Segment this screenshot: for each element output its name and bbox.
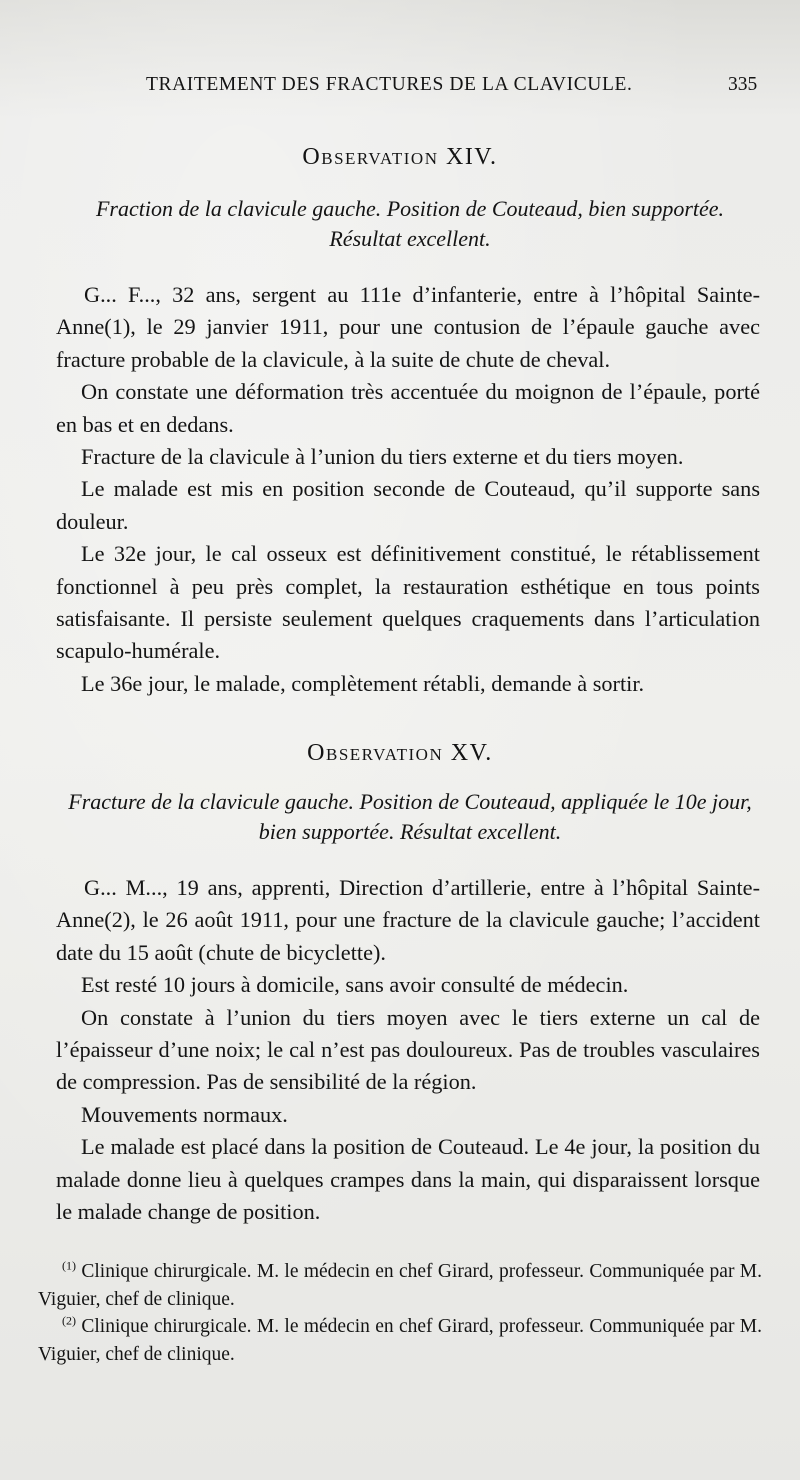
- observation-15-heading: Observation XV.: [307, 740, 493, 766]
- running-header: [0, 74, 800, 104]
- running-title: TRAITEMENT DES FRACTURES DE LA CLAVICULE.: [146, 74, 633, 95]
- observation-15-paragraph-1: G... M..., 19 ans, apprenti, Direction d’artillerie, entre à l’hôpital Sainte-Anne(2), le 26 août 1911, pour une fracture de la clavicule gauche; l’accident date du 15 août (chute de bicyclette).: [56, 875, 760, 965]
- footnote-2: [38, 1313, 762, 1368]
- footnote-1: [38, 1258, 762, 1313]
- observation-14-subtitle-line-1: Fraction de la clavicule gauche. Position de Couteaud, bien supportée.: [95, 196, 725, 221]
- observation-15-paragraph-4: Mouvements normaux.: [81, 1101, 288, 1127]
- footnote-2-text: Clinique chirurgicale. M. le médecin en chef Girard, professeur. Communiquée par M. Viguier, chef de clinique.: [38, 1316, 763, 1365]
- observation-15-subtitle-line-2: bien supportée. Résultat excellent.: [258, 819, 562, 844]
- observation-15-subtitle-line-1: Fracture de la clavicule gauche. Position de Couteaud, appliquée le 10e jour,: [68, 789, 752, 814]
- observation-14-subtitle-line-2: Résultat excellent.: [329, 226, 491, 251]
- observation-15-paragraph-2: Est resté 10 jours à domicile, sans avoir consulté de médecin.: [81, 972, 629, 998]
- observation-15-paragraph-5: Le malade est placé dans la position de Couteaud. Le 4e jour, la position du malade donne lieu à quelques crampes dans la main, qui disparaissent lorsque le malade change de position.: [56, 1134, 760, 1225]
- page-number: 335: [728, 74, 758, 95]
- observation-14-heading: Observation XIV.: [302, 144, 498, 170]
- observation-15-subtitle: [40, 787, 780, 847]
- observation-14-subtitle: [40, 194, 780, 254]
- observation-14-paragraph-4: Le malade est mis en position seconde de Couteaud, qu’il supporte sans douleur.: [56, 476, 760, 534]
- footnotes: [38, 1258, 762, 1368]
- observation-14-paragraph-1: G... F..., 32 ans, sergent au 111e d’infanterie, entre à l’hôpital Sainte-Anne(1), le 29 janvier 1911, pour une contusion de l’épaule gauche avec fracture probable de la clavicule, à la suite de chute de cheval.: [56, 282, 760, 372]
- observation-14-paragraph-5: Le 32e jour, le cal osseux est définitivement constitué, le rétablissement fonctionnel à peu près complet, la restauration esthétique en tous points satisfaisante. Il persiste seulement quelques craquements dans l’articulation scapulo-humérale.: [56, 541, 760, 664]
- footnote-1-text: Clinique chirurgicale. M. le médecin en chef Girard, professeur. Communiquée par M. Viguier, chef de clinique.: [38, 1261, 763, 1310]
- footnote-2-marker: (2): [62, 1313, 76, 1328]
- observation-14-paragraph-6: Le 36e jour, le malade, complètement rétabli, demande à sortir.: [81, 670, 645, 696]
- observation-14-body: [56, 279, 760, 700]
- observation-15-paragraph-3: On constate à l’union du tiers moyen avec le tiers externe un cal de l’épaisseur d’une noix; le cal n’est pas douloureux. Pas de troubles vasculaires de compression. Pas de sensibilité de la région.: [56, 1004, 760, 1095]
- observation-14-paragraph-3: Fracture de la clavicule à l’union du tiers externe et du tiers moyen.: [81, 444, 684, 470]
- observation-14-paragraph-2: On constate une déformation très accentuée du moignon de l’épaule, porté en bas et en dedans.: [56, 379, 760, 437]
- footnote-1-marker: (1): [62, 1258, 76, 1273]
- observation-15-body: [56, 872, 760, 1228]
